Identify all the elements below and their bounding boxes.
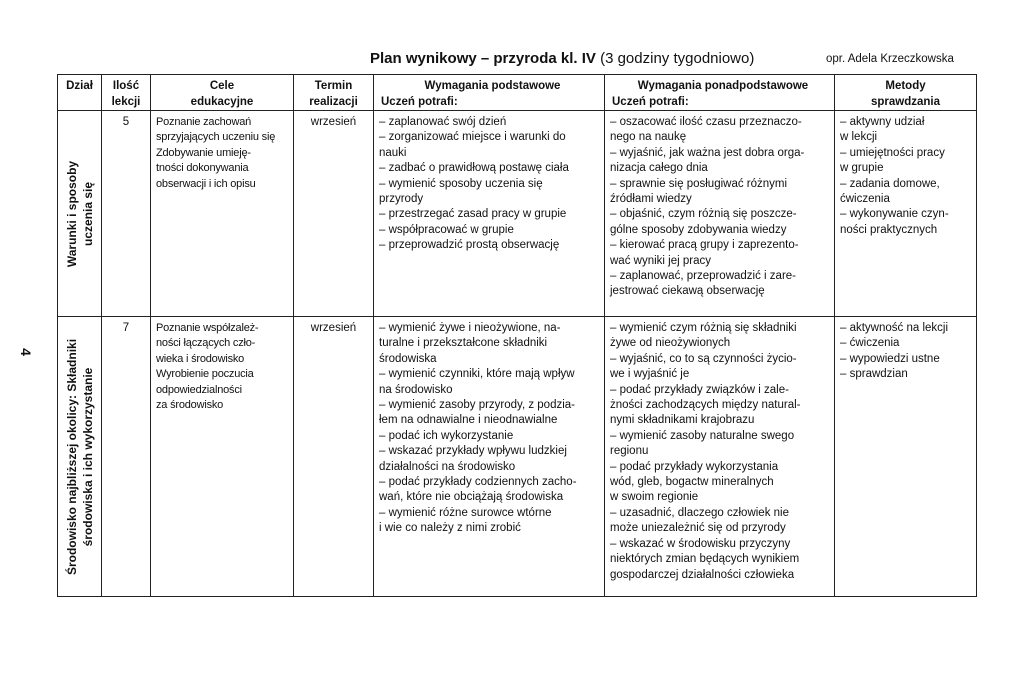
page-number: 4	[17, 348, 34, 356]
text-line: w swoim regionie	[610, 491, 699, 504]
goals-cell	[151, 317, 294, 597]
text-line: i wie co należy z nimi zrobić	[379, 522, 521, 535]
text-line: na środowisko	[379, 383, 453, 396]
text-line: przyrody	[379, 193, 424, 206]
text-line: żywe od nieożywionych	[610, 337, 731, 350]
section-cell	[58, 111, 102, 317]
text-line: nego na naukę	[610, 131, 687, 144]
text-line: łem na odnawialne i nieodnawialne	[379, 414, 558, 427]
text-line: – podać przykłady codziennych zacho-	[379, 476, 577, 489]
text-line: ności łączących czło-	[156, 337, 256, 350]
header-podstawowe: Wymagania podstawowe Uczeń potrafi:	[374, 75, 605, 111]
methods-cell	[835, 111, 977, 317]
text-line: – wskazać w środowisku przyczyny	[610, 537, 791, 550]
text-line: – umiejętności pracy	[840, 146, 945, 159]
text-line: – podać przykłady wykorzystania	[610, 460, 779, 473]
text-line: za środowisko	[156, 399, 224, 412]
table-row	[58, 317, 977, 597]
text-line: jestrować ciekawą obserwację	[610, 285, 765, 298]
text-line: – wykonywanie czyn-	[840, 208, 949, 221]
header-dzial: Dział	[58, 75, 102, 111]
lesson-count: 7	[102, 317, 151, 597]
text-line: – wypowiedzi ustne	[840, 352, 940, 365]
title-main: Plan wynikowy – przyroda kl. IV	[370, 50, 596, 67]
goals-cell	[151, 111, 294, 317]
text-line: – podać przykłady związków i zale-	[610, 383, 789, 396]
text-line: we i wyjaśnić je	[610, 368, 690, 381]
text-line: sprzyjających uczeniu się	[156, 131, 276, 144]
text-line: – zaplanować swój dzień	[379, 116, 507, 128]
text-line: odpowiedzialności	[156, 383, 242, 396]
text-line: – sprawdzian	[840, 368, 908, 381]
text-line: ności praktycznych	[840, 223, 938, 236]
text-line: – wskazać przykłady wpływu ludzkiej	[379, 445, 567, 458]
text-line: wać wyniki jej pracy	[610, 254, 711, 267]
text-line: Poznanie współzależ-	[156, 322, 259, 334]
text-line: – zadbać o prawidłową postawę ciała	[379, 162, 569, 175]
text-line: – przeprowadzić prostą obserwację	[379, 239, 560, 252]
text-line: nizacja całego dnia	[610, 162, 708, 175]
text-line: – zadania domowe,	[840, 177, 940, 190]
text-line: – sprawnie się posługiwać różnymi	[610, 177, 788, 190]
text-line: – współpracować w grupie	[379, 223, 514, 236]
text-line: – wymienić czym różnią się składniki	[610, 322, 797, 334]
header-ilosc: Ilość lekcji	[102, 75, 151, 111]
methods-cell	[835, 317, 977, 597]
basic-requirements-cell	[374, 111, 605, 317]
section-label: Środowisko najbliższej okolicy: Składniki środowiska i ich wykorzystanie	[64, 338, 95, 575]
text-line: Zdobywanie umieję-	[156, 146, 251, 159]
text-line: – wymienić sposoby uczenia się	[379, 177, 543, 190]
text-line: – oszacować ilość czasu przeznaczo-	[610, 116, 802, 128]
section-label: Warunki i sposoby uczenia się	[64, 160, 95, 267]
text-line: regionu	[610, 445, 649, 458]
text-line: działalności na środowisko	[379, 460, 516, 473]
text-line: – zaplanować, przeprowadzić i zare-	[610, 270, 797, 283]
text-line: nauki	[379, 146, 407, 159]
text-line: może uniezależnić się od przyrody	[610, 522, 786, 535]
text-line: tności dokonywania	[156, 162, 249, 175]
text-line: w grupie	[840, 162, 884, 175]
text-line: środowiska	[379, 352, 437, 365]
text-line: gólne sposoby zdobywania wiedzy	[610, 223, 787, 236]
author-credit: opr. Adela Krzeczkowska	[826, 53, 954, 65]
text-line: – przestrzegać zasad pracy w grupie	[379, 208, 567, 221]
header-row	[58, 75, 977, 111]
text-line: Wyrobienie poczucia	[156, 368, 254, 381]
text-line: – kierować pracą grupy i zaprezento-	[610, 239, 799, 252]
text-line: żności zachodzących między natural-	[610, 399, 801, 412]
page-title	[370, 50, 754, 67]
text-line: Poznanie zachowań	[156, 116, 252, 128]
text-line: – zorganizować miejsce i warunki do	[379, 131, 566, 144]
text-line: wieka i środowisko	[156, 352, 245, 365]
text-line: – objaśnić, czym różnią się poszcze-	[610, 208, 797, 221]
text-line: – wymienić zasoby naturalne swego	[610, 429, 795, 442]
text-line: – aktywność na lekcji	[840, 322, 949, 334]
text-line: – wyjaśnić, co to są czynności życio-	[610, 352, 797, 365]
text-line: – uzasadnić, dlaczego człowiek nie	[610, 506, 789, 519]
text-line: turalne i przekształcone składniki	[379, 337, 548, 350]
text-line: gospodarczej działalności człowieka	[610, 568, 795, 581]
plan-table	[57, 74, 977, 597]
extended-requirements-cell	[605, 111, 835, 317]
text-line: – wymienić żywe i nieożywione, na-	[379, 322, 561, 334]
text-line: – podać ich wykorzystanie	[379, 429, 514, 442]
text-line: nymi składnikami krajobrazu	[610, 414, 755, 427]
text-line: – wymienić czynniki, które mają wpływ	[379, 368, 575, 381]
header-metody: Metody sprawdzania	[835, 75, 977, 111]
text-line: ćwiczenia	[840, 193, 890, 206]
text-line: – ćwiczenia	[840, 337, 900, 350]
basic-requirements-cell	[374, 317, 605, 597]
text-line: źródłami wiedzy	[610, 193, 692, 206]
term-cell: wrzesień	[294, 317, 374, 597]
text-line: – wymienić różne surowce wtórne	[379, 506, 552, 519]
text-line: niektórych zmian będących wynikiem	[610, 553, 800, 566]
text-line: wań, które nie obciążają środowiska	[379, 491, 564, 504]
text-line: obserwacji i ich opisu	[156, 177, 256, 190]
table-row	[58, 111, 977, 317]
text-line: wód, gleb, bogactw mineralnych	[610, 476, 774, 489]
lesson-count: 5	[102, 111, 151, 317]
text-line: – wyjaśnić, jak ważna jest dobra orga-	[610, 146, 805, 159]
term-cell: wrzesień	[294, 111, 374, 317]
extended-requirements-cell	[605, 317, 835, 597]
section-cell	[58, 317, 102, 597]
text-line: w lekcji	[840, 131, 878, 144]
text-line: – aktywny udział	[840, 116, 925, 128]
header-cele: Cele edukacyjne	[151, 75, 294, 111]
text-line: – wymienić zasoby przyrody, z podzia-	[379, 399, 575, 412]
header-ponadpodstawowe: Wymagania ponadpodstawowe Uczeń potrafi:	[605, 75, 835, 111]
header-termin: Termin realizacji	[294, 75, 374, 111]
title-suffix: (3 godziny tygodniowo)	[595, 50, 755, 67]
